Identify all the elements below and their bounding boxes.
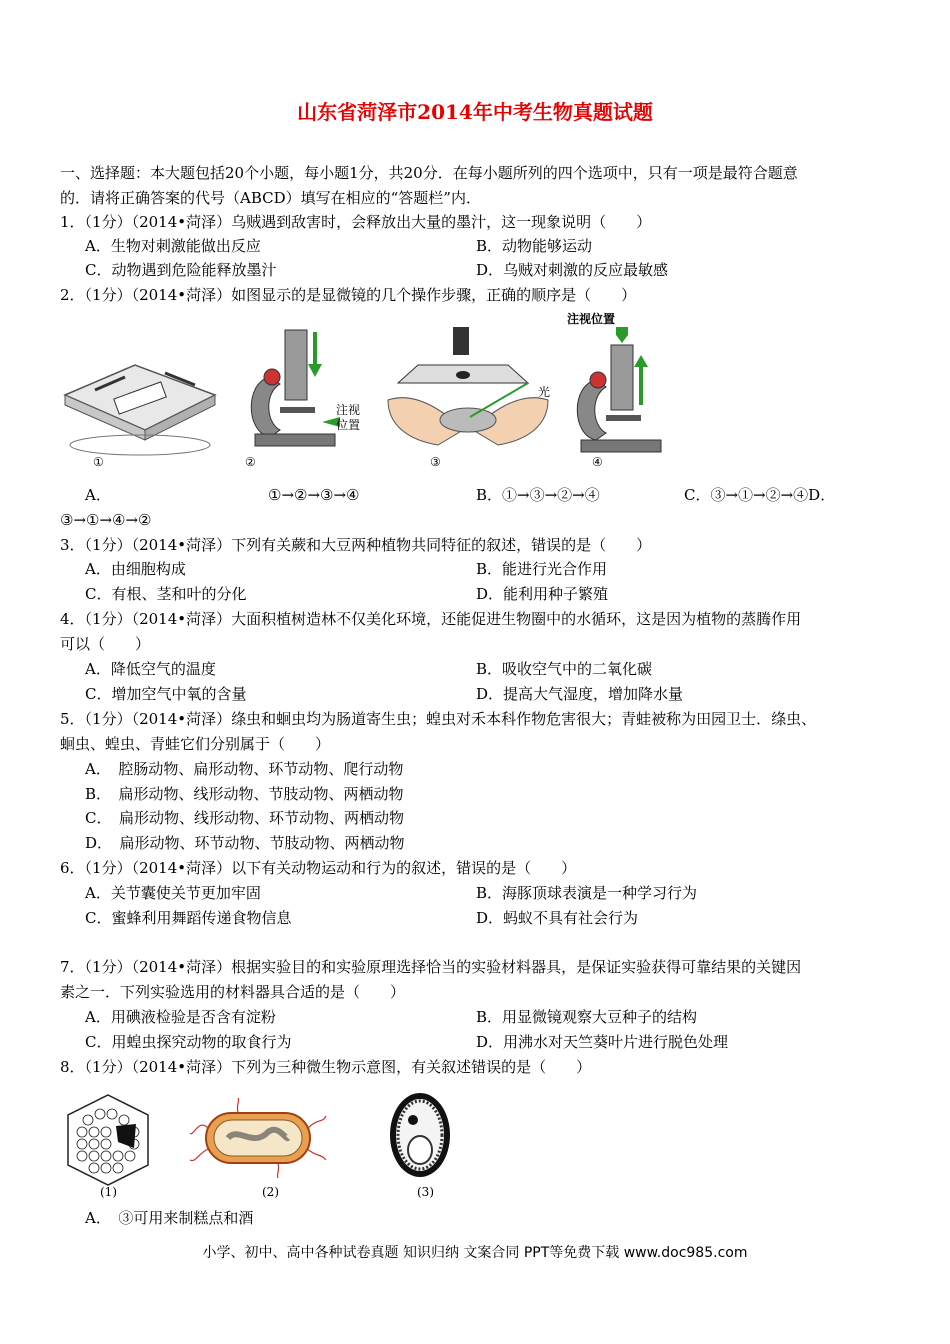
- q4-option-d: D．提高大气湿度，增加降水量: [476, 685, 684, 703]
- q4-option-a: A．降低空气的温度: [85, 660, 216, 678]
- section-intro-line2: 的．请将正确答案的代号（ABCD）填写在相应的“答题栏”内．: [60, 189, 481, 207]
- q4-stem-line1: 4．（1分）（2014•菏泽）大面积植树造林不仅美化环境，还能促进生物圈中的水循环，这是因为植物的蒸腾作用: [60, 610, 802, 628]
- q2-option-d: ③→①→④→②: [60, 511, 152, 529]
- q6-option-b: B．海豚顶球表演是一种学习行为: [476, 884, 698, 902]
- microscope-raise-figure: [566, 325, 686, 465]
- microscope-lower-figure: [240, 322, 360, 462]
- q1-option-a: A．生物对刺激能做出反应: [85, 237, 261, 255]
- microscope-stage-figure: [55, 345, 225, 465]
- q7-option-a: A．用碘液检验是否含有淀粉: [85, 1008, 276, 1026]
- yeast-figure: [385, 1088, 455, 1183]
- q2-fig2-note2: 位置: [336, 418, 361, 432]
- q8-option-a: A． ③可用来制糕点和酒: [85, 1209, 254, 1227]
- page-footer: 小学、初中、高中各种试卷真题 知识归纳 文案合同 PPT等免费下载 www.doc985.com: [202, 1245, 748, 1261]
- q2-option-a: ①→②→③→④: [268, 486, 360, 504]
- q4-option-c: C．增加空气中氧的含量: [85, 685, 247, 703]
- q5-option-d: D． 扁形动物、环节动物、节肢动物、两栖动物: [85, 834, 405, 852]
- q1-option-c: C．动物遇到危险能释放墨汁: [85, 261, 277, 279]
- q2-option-a-prefix: A．: [85, 486, 111, 504]
- q2-option-b: B．①→③→②→④: [476, 486, 600, 504]
- q6-option-c: C．蜜蜂利用舞蹈传递食物信息: [85, 909, 292, 927]
- virus-figure: [58, 1090, 158, 1190]
- q2-fig4-note: 注视位置: [567, 312, 616, 326]
- q5-stem-line2: 蛔虫、蝗虫、青蛙它们分别属于（ ）: [60, 735, 331, 753]
- q1-option-b: B．动物能够运动: [476, 237, 593, 255]
- q5-option-c: C． 扁形动物、线形动物、环节动物、两栖动物: [85, 809, 404, 827]
- q7-option-b: B．用显微镜观察大豆种子的结构: [476, 1008, 698, 1026]
- q2-option-c: C．③→①→②→④D．: [684, 486, 836, 504]
- q3-option-b: B．能进行光合作用: [476, 560, 608, 578]
- q7-stem-line2: 素之一．下列实验选用的材料器具合适的是（ ）: [60, 983, 406, 1001]
- q2-fig3-note: 光: [538, 385, 551, 399]
- microscope-hands-figure: [378, 325, 558, 455]
- q2-fig3-label: ③: [430, 455, 441, 469]
- q1-option-d: D．乌贼对刺激的反应最敏感: [476, 261, 669, 279]
- q6-option-a: A．关节囊使关节更加牢固: [85, 884, 261, 902]
- q7-option-c: C．用蝗虫探究动物的取食行为: [85, 1033, 292, 1051]
- q3-option-a: A．由细胞构成: [85, 560, 186, 578]
- q5-stem-line1: 5．（1分）（2014•菏泽）绦虫和蛔虫均为肠道寄生虫；蝗虫对禾本科作物危害很大；青蛙被称为田园卫士．绦虫、: [60, 710, 817, 728]
- q8-stem: 8．（1分）（2014•菏泽）下列为三种微生物示意图，有关叙述错误的是（ ）: [60, 1058, 592, 1076]
- bacterium-figure: [188, 1098, 328, 1178]
- q6-stem: 6．（1分）（2014•菏泽）以下有关动物运动和行为的叙述，错误的是（ ）: [60, 859, 577, 877]
- q4-stem-line2: 可以（ ）: [60, 635, 151, 653]
- q2-fig1-label: ①: [93, 455, 104, 469]
- q8-fig3-label: (3): [417, 1185, 434, 1199]
- q8-fig2-label: (2): [262, 1185, 279, 1199]
- q4-option-b: B．吸收空气中的二氧化碳: [476, 660, 653, 678]
- section-intro-line1: 一、选择题：本大题包括20个小题，每小题1分，共20分．在每小题所列的四个选项中，只有一项是最符合题意: [60, 164, 798, 182]
- q7-option-d: D．用沸水对天竺葵叶片进行脱色处理: [476, 1033, 729, 1051]
- q6-option-d: D．蚂蚁不具有社会行为: [476, 909, 639, 927]
- q3-stem: 3．（1分）（2014•菏泽）下列有关蕨和大豆两种植物共同特征的叙述，错误的是（ ）: [60, 536, 652, 554]
- q3-option-c: C．有根、茎和叶的分化: [85, 585, 247, 603]
- q7-stem-line1: 7．（1分）（2014•菏泽）根据实验目的和实验原理选择恰当的实验材料器具，是保证实验获得可靠结果的关键因: [60, 958, 802, 976]
- q3-option-d: D．能利用种子繁殖: [476, 585, 609, 603]
- q5-option-a: A． 腔肠动物、扁形动物、环节动物、爬行动物: [85, 760, 404, 778]
- q8-fig1-label: (1): [100, 1185, 117, 1199]
- q2-fig4-label: ④: [592, 455, 603, 469]
- q2-fig2-label: ②: [245, 455, 256, 469]
- page-title: 山东省菏泽市2014年中考生物真题试题: [297, 100, 653, 124]
- q2-fig2-note1: 注视: [336, 403, 361, 417]
- q5-option-b: B． 扁形动物、线形动物、节肢动物、两栖动物: [85, 785, 404, 803]
- q1-stem: 1．（1分）（2014•菏泽）乌贼遇到敌害时，会释放出大量的墨汁，这一现象说明（ ）: [60, 213, 652, 231]
- q2-stem: 2．（1分）（2014•菏泽）如图显示的是显微镜的几个操作步骤，正确的顺序是（ ）: [60, 286, 637, 304]
